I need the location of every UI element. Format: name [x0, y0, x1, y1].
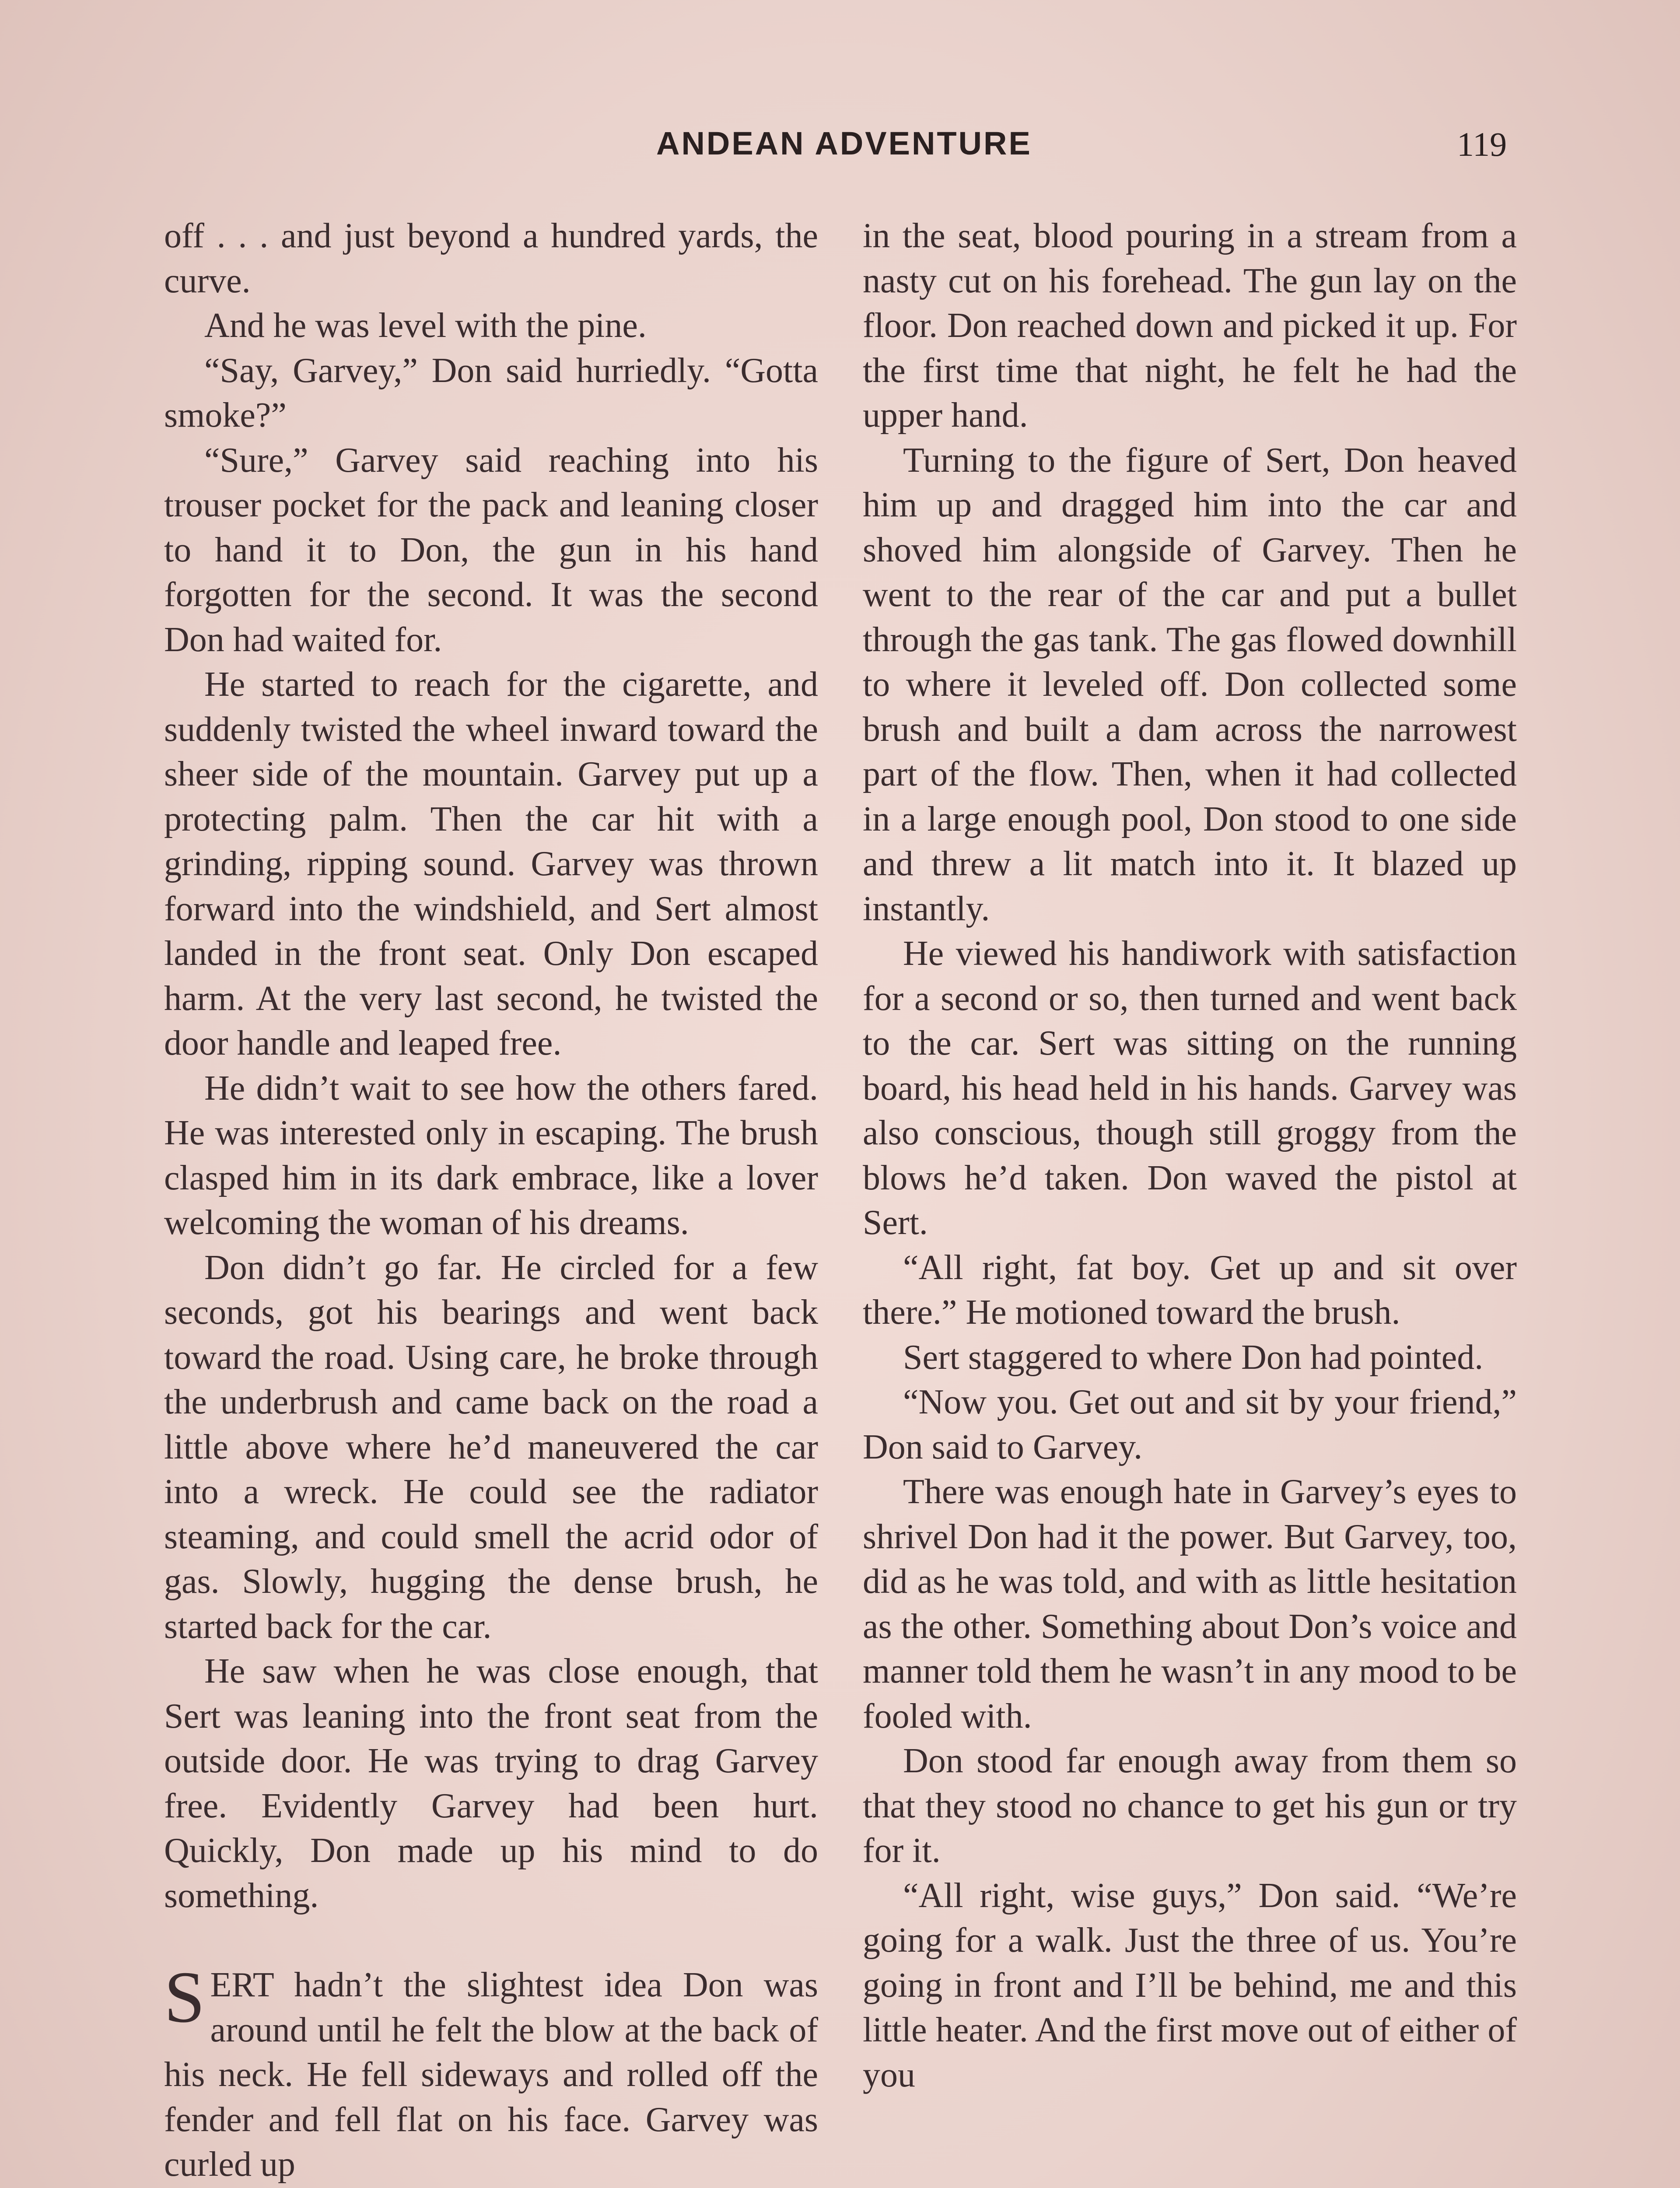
paragraph: He viewed his handiwork with satisfaction for a second or so, then turned and went back to the car. Sert was sitting on the running board, his head held in his hands. Garvey was also conscious, though still groggy from the blows he’d taken. Don waved the pistol at Sert.: [863, 934, 1517, 1242]
paragraph: He saw when he was close enough, that Sert was leaning into the front seat from the outside door. He was trying to drag Garvey free. Evidently Garvey had been hurt. Quickly, Don made up his mind to do something.: [164, 1652, 818, 1915]
drop-cap: S: [164, 1957, 205, 2038]
left-column: [164, 214, 818, 2187]
paragraph: “All right, fat boy. Get up and sit over there.” He motioned toward the brush.: [863, 1248, 1517, 1332]
paragraph: He started to reach for the cigarette, and suddenly twisted the wheel inward toward the sheer side of the mountain. Garvey put up a protecting palm. Then the car hit with a grinding, ripping sound. Garvey was thrown forward into the windshield, and Sert almost landed in the front seat. Only Don escaped harm. At the very last second, he twisted the door handle and leaped free.: [164, 665, 818, 1062]
paragraph: And he was level with the pine.: [204, 306, 647, 345]
paragraph: Turning to the figure of Sert, Don heaved him up and dragged him into the car and shoved him alongside of Garvey. Then he went to the rear of the car and put a bullet through the gas tank. The gas flowed downhill to where it leveled off. Don collected some brush and built a dam across the narrowest part of the flow. Then, when it had collected in a large enough pool, Don stood to one side and threw a lit match into it. It blazed up instantly.: [863, 441, 1517, 928]
section-start-paragraph: [164, 1957, 818, 2187]
paragraph: He didn’t wait to see how the others fared. He was interested only in escaping. The brush clasped him in its dark embrace, like a lover welcoming the woman of his dreams.: [164, 1069, 818, 1242]
paragraph: “All right, wise guys,” Don said. “We’re going for a walk. Just the three of us. You’re going in front and I’ll be behind, me and this little heater. And the first move out of either of you: [863, 1876, 1517, 2094]
running-head: [0, 125, 1680, 173]
paragraph: Don stood far enough away from them so that they stood no chance to get his gun or try for it.: [863, 1742, 1517, 1870]
paragraph: “Say, Garvey,” Don said hurriedly. “Gotta smoke?”: [164, 351, 818, 435]
paragraph-text: ERT hadn’t the slightest idea Don was around until he felt the blow at the back of his neck. He fell sideways and rolled off the fender and fell flat on his face. Garvey was curled up: [164, 1966, 818, 2184]
paragraph: There was enough hate in Garvey’s eyes to shrivel Don had it the power. But Garvey, too, did as he was told, and with as little hesitation as the other. Something about Don’s voice and manner told them he wasn’t in any mood to be fooled with.: [863, 1473, 1517, 1736]
paragraph: Don didn’t go far. He circled for a few seconds, got his bearings and went back toward the road. Using care, he broke through the underbrush and came back on the road a little above where he’d maneuvered the car into a wreck. He could see the radiator steaming, and could smell the acrid odor of gas. Slowly, hugging the dense brush, he started back for the car.: [164, 1248, 818, 1646]
paragraph: in the seat, blood pouring in a stream from a nasty cut on his forehead. The gun lay on the floor. Don reached down and picked it up. For the first time that night, he felt he had the upper hand.: [863, 217, 1517, 435]
paragraph: “Sure,” Garvey said reaching into his trouser pocket for the pack and leaning closer to hand it to Don, the gun in his hand forgotten for the second. It was the second Don had waited for.: [164, 441, 818, 659]
page-number: 119: [1457, 125, 1507, 163]
running-title: ANDEAN ADVENTURE: [656, 125, 1032, 161]
paragraph: off . . . and just beyond a hundred yards, the curve.: [164, 217, 818, 300]
paragraph: Sert staggered to where Don had pointed.: [903, 1338, 1484, 1377]
paragraph: “Now you. Get out and sit by your friend,” Don said to Garvey.: [863, 1383, 1517, 1466]
right-column: [863, 214, 1517, 2097]
